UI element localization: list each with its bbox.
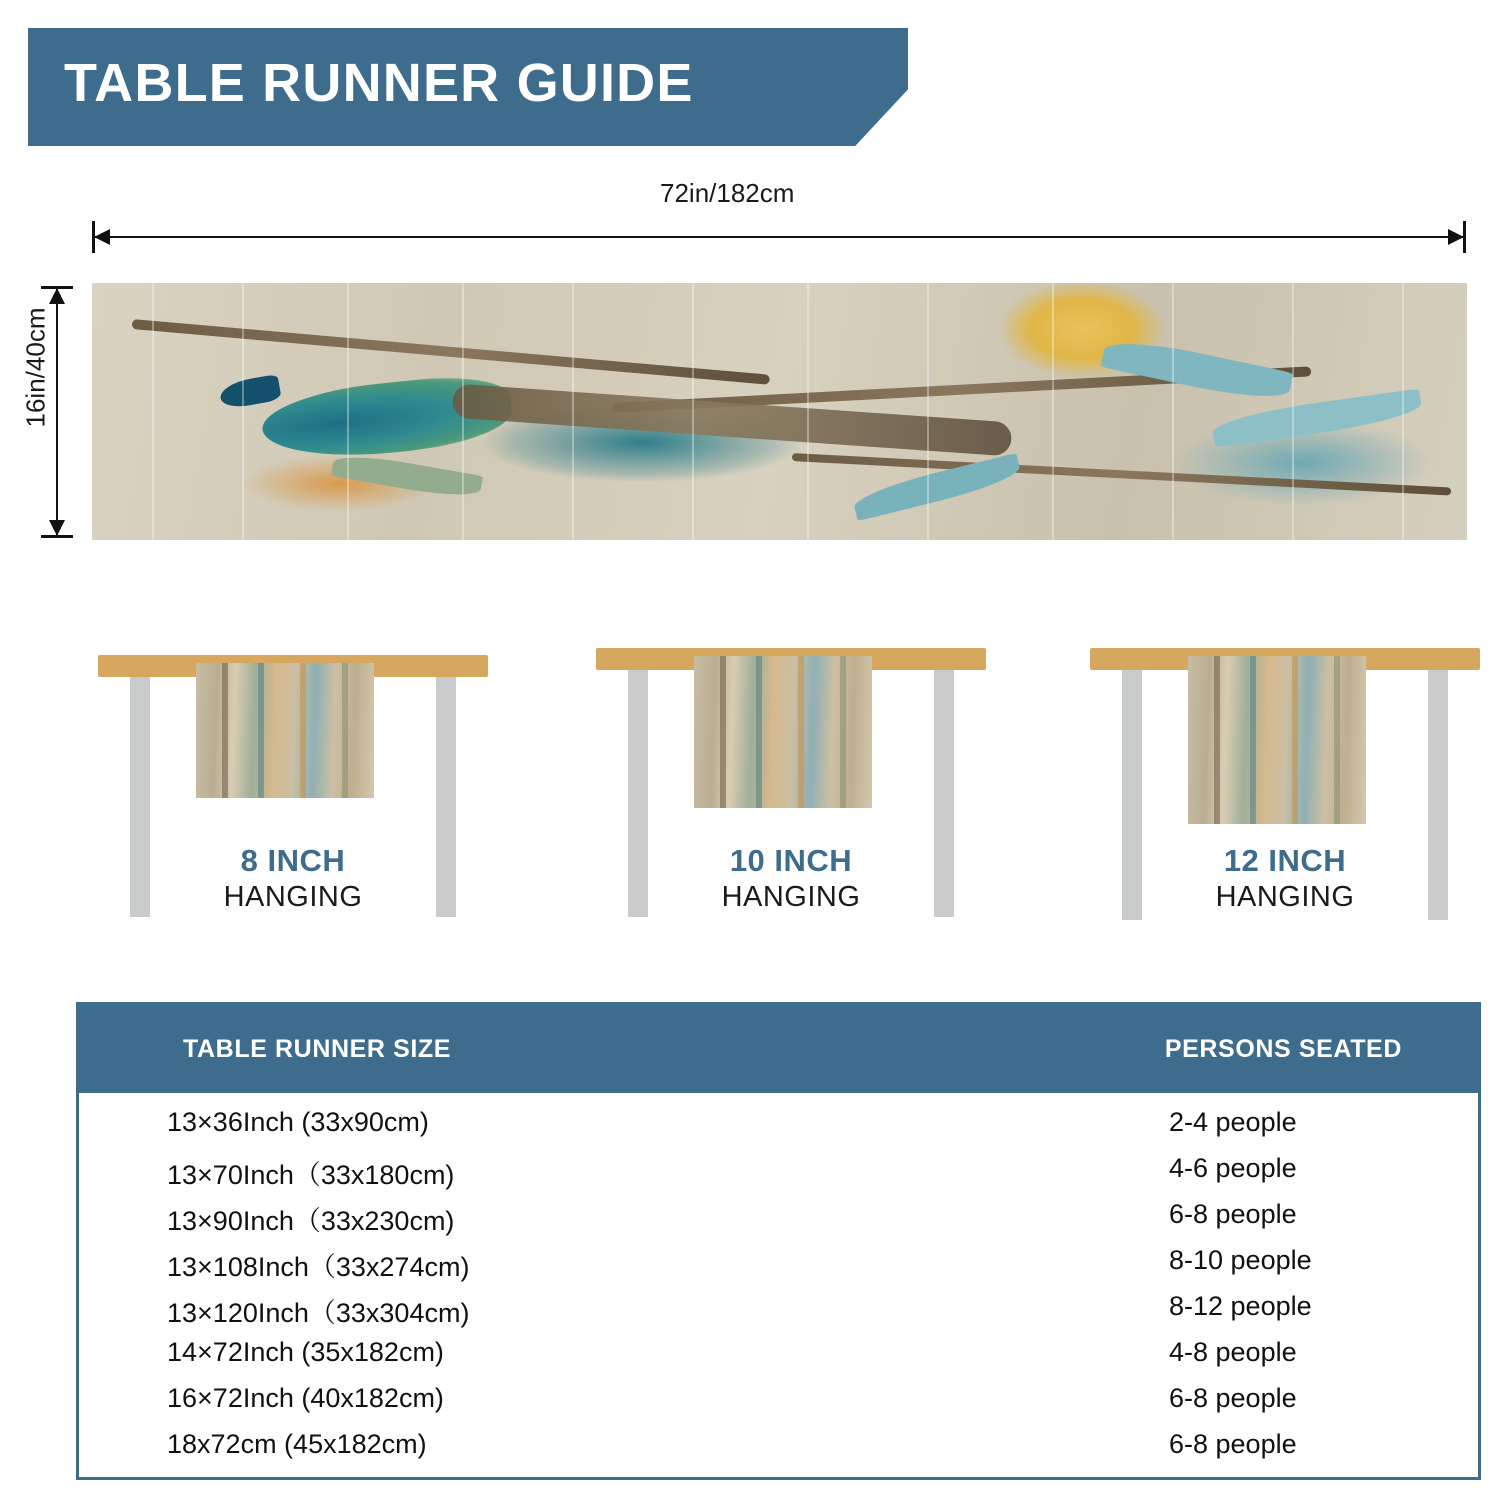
peacock-head-shape: [218, 374, 282, 410]
branch-shape: [132, 319, 770, 385]
size-table-header: [79, 1005, 1478, 1093]
page-title: TABLE RUNNER GUIDE: [64, 53, 694, 113]
hanging-label-main: 12 INCH: [1223, 843, 1347, 878]
hanging-label-12-inch: [1090, 843, 1480, 914]
size-table: [76, 1002, 1481, 1480]
cell-persons: 4-8 people: [1169, 1337, 1297, 1367]
header-banner: [28, 28, 908, 146]
leaf-shape: [1211, 389, 1423, 448]
leaf-shape: [331, 450, 483, 502]
table-row: [79, 1245, 1478, 1291]
cell-persons: 4-6 people: [1169, 1153, 1297, 1183]
size-table-body: [79, 1093, 1478, 1475]
runner-artwork: [92, 283, 1467, 540]
table-row: [79, 1337, 1478, 1383]
cell-persons: 8-12 people: [1169, 1291, 1312, 1321]
cell-persons: 6-8 people: [1169, 1429, 1297, 1459]
cell-size: 13×36Inch (33x90cm): [167, 1107, 429, 1137]
cell-size: 13×90Inch（33x230cm): [167, 1206, 455, 1236]
cell-size: 13×70Inch（33x180cm): [167, 1160, 455, 1190]
cloth-artwork: [196, 663, 374, 798]
hanging-example-12-inch: [1090, 648, 1480, 948]
cell-persons: 6-8 people: [1169, 1383, 1297, 1413]
runner-hanging-cloth: [196, 663, 374, 798]
width-dimension-line: [92, 236, 1466, 238]
table-row: [79, 1291, 1478, 1337]
width-dimension-label: 72in/182cm: [660, 178, 795, 208]
column-header-size: TABLE RUNNER SIZE: [183, 1035, 452, 1063]
cell-persons: 2-4 people: [1169, 1107, 1297, 1137]
runner-hanging-cloth: [694, 656, 872, 808]
hanging-label-main: 10 INCH: [729, 843, 853, 878]
table-runner-image: [92, 283, 1467, 540]
hanging-label-sub: HANGING: [1215, 881, 1355, 913]
table-row: [79, 1383, 1478, 1429]
hanging-label-main: 8 INCH: [240, 843, 346, 878]
dimension-arrow-right: [1448, 229, 1464, 245]
hanging-label-sub: HANGING: [721, 881, 861, 913]
hanging-label-sub: HANGING: [223, 881, 363, 913]
hanging-label-8-inch: [98, 843, 488, 914]
dimension-arrow-bottom: [49, 520, 65, 536]
hanging-example-8-inch: [98, 655, 488, 955]
hanging-label-10-inch: [596, 843, 986, 914]
table-row: [79, 1153, 1478, 1199]
cell-size: 14×72Inch (35x182cm): [167, 1337, 444, 1367]
dimension-arrow-left: [94, 229, 110, 245]
column-header-persons: PERSONS SEATED: [1164, 1035, 1402, 1063]
cell-size: 13×108Inch（33x274cm): [167, 1252, 470, 1282]
hanging-example-10-inch: [596, 648, 986, 948]
leaf-shape: [1101, 334, 1294, 407]
cloth-artwork: [1188, 656, 1366, 824]
dimension-arrow-top: [49, 288, 65, 304]
cell-persons: 8-10 people: [1169, 1245, 1312, 1275]
cell-size: 18x72cm (45x182cm): [167, 1429, 427, 1459]
cell-size: 13×120Inch（33x304cm): [167, 1298, 470, 1328]
height-dimension-line: [56, 286, 58, 538]
cell-size: 16×72Inch (40x182cm): [167, 1383, 444, 1413]
table-row: [79, 1199, 1478, 1245]
cell-persons: 6-8 people: [1169, 1199, 1297, 1229]
cloth-artwork: [694, 656, 872, 808]
table-row: [79, 1107, 1478, 1153]
height-dimension-label: 16in/40cm: [20, 307, 51, 428]
runner-hanging-cloth: [1188, 656, 1366, 824]
table-row: [79, 1429, 1478, 1475]
